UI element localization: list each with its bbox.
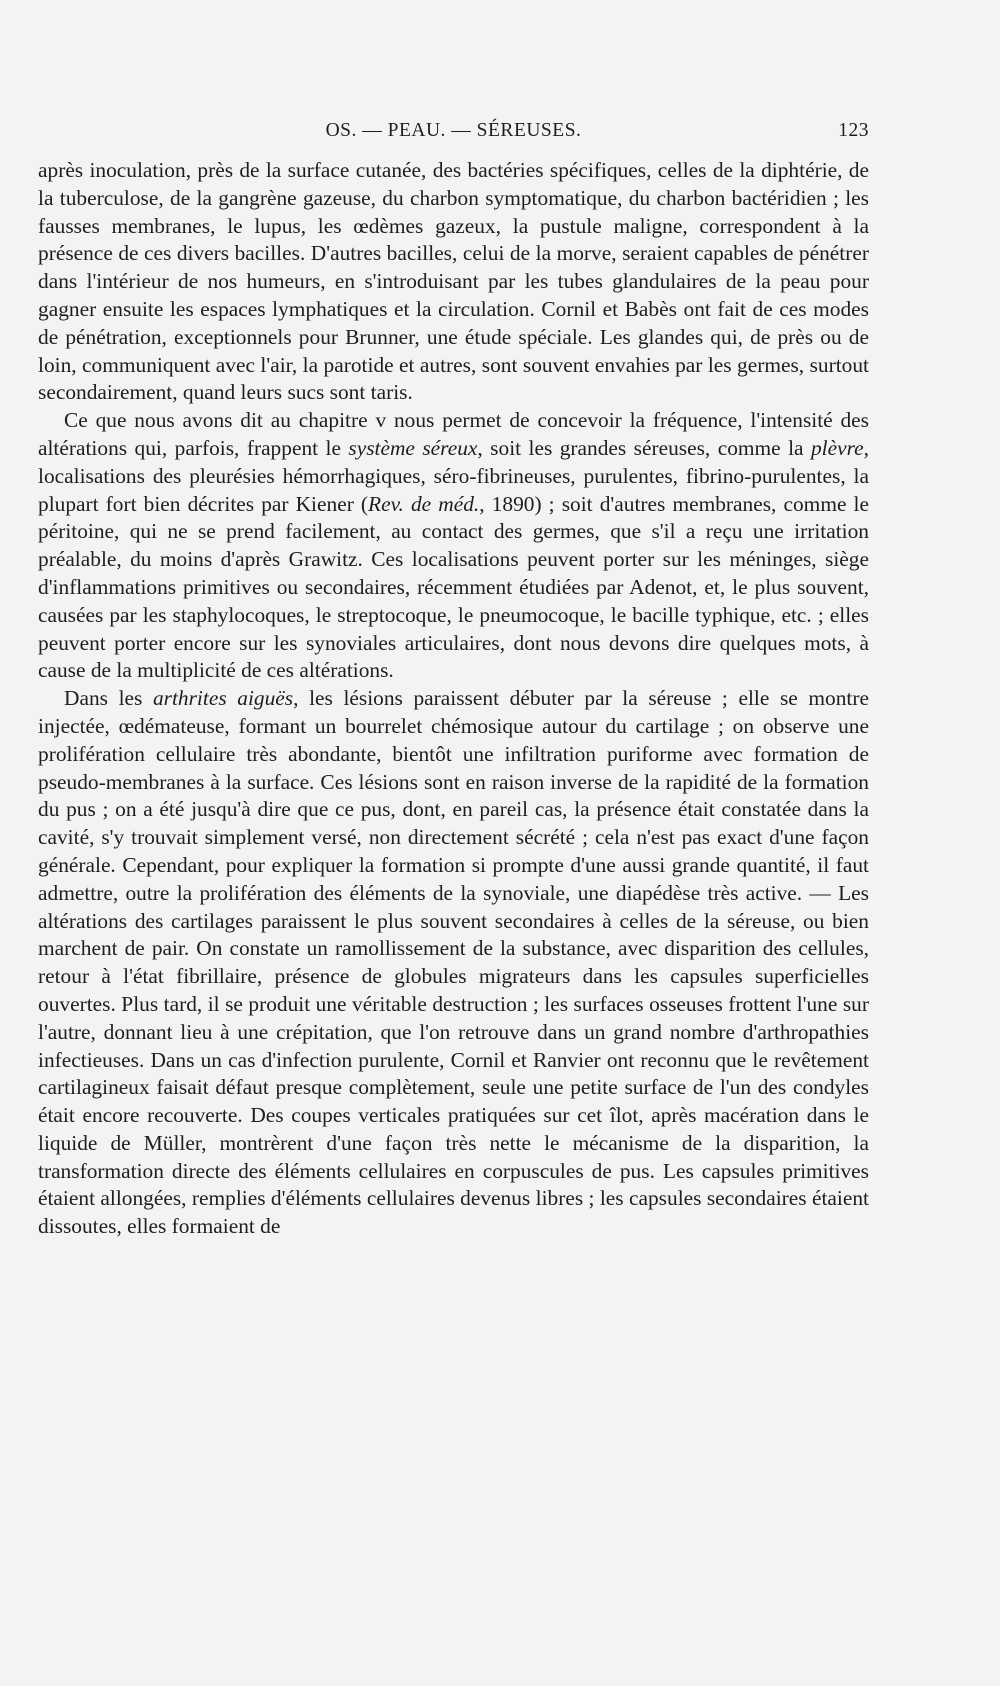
text-run: Ce que nous avons dit au chapitre v nous permet de concevoir la fréquence, l'intensité des altérations qui, parfois, frappent le bbox=[38, 408, 869, 460]
text-run: , 1890) ; soit d'autres membranes, comme le péritoine, qui ne se prend facilement, au contact des germes, que s'il a reçu une irritation préalable, du moins d'après Grawitz. Ces localisations peuvent porter sur les méninges, siège d'inflammations primitives ou secondaires, récemment étudiées par Adenot, et, le plus souvent, causées par les staphylocoques, le streptocoque, le pneumocoque, le bacille typhique, etc. ; elles peuvent porter encore sur les synoviales articulaires, dont nous devons dire quelques mots, à cause de la multiplicité de ces altérations. bbox=[38, 491, 869, 683]
paragraph bbox=[38, 157, 869, 407]
italic-text: plèvre bbox=[810, 435, 864, 460]
text-run: Dans les bbox=[64, 686, 153, 711]
page-header bbox=[38, 120, 869, 148]
text-run: après inoculation, près de la surface cutanée, des bactéries spécifiques, celles de la diphtérie, de la tuberculose, de la gangrène gazeuse, du charbon symptomatique, du charbon bactéridien ; les fausses membranes, le lupus, les œdèmes gazeux, la pustule maligne, correspondent à la présence de ces divers bacilles. D'autres bacilles, celui de la morve, seraient capables de pénétrer dans l'intérieur de nos humeurs, en s'introduisant par les tubes glandulaires de la peau pour gagner ensuite les espaces lymphatiques et la circulation. Cornil et Babès ont fait de ces modes de pénétration, exceptionnels pour Brunner, une étude spéciale. Les glandes qui, de près ou de loin, communiquent avec l'air, la parotide et autres, sont souvent envahies par les germes, surtout secondairement, quand leurs sucs sont taris. bbox=[38, 158, 869, 405]
text-run: , les lésions paraissent débuter par la séreuse ; elle se montre injectée, œdémateuse, formant un bourrelet chémosique autour du cartilage ; on observe une prolifération cellulaire très abondante, bientôt une infiltration puriforme avec formation de pseudo-membranes à la surface. Ces lésions sont en raison inverse de la rapidité de la formation du pus ; on a été jusqu'à dire que ce pus, dont, en pareil cas, la présence était constatée dans la cavité, s'y trouvait simplement versé, non directement sécrété ; cela n'est pas exact d'une façon générale. Cependant, pour expliquer la formation si prompte d'une aussi grande quantité, il faut admettre, outre la prolifération des éléments de la synoviale, une diapédèse très active. — Les altérations des cartilages paraissent le plus souvent secondaires à celles de la séreuse, ou bien marchent de pair. On constate un ramollissement de la substance, avec disparition des cellules, retour à l'état fibrillaire, présence de globules migrateurs dans les capsules superficielles ouvertes. Plus tard, il se produit une véritable destruction ; les surfaces osseuses frottent l'une sur l'autre, donnant lieu à une crépitation, que l'on retrouve dans un grand nombre d'arthropathies infectieuses. Dans un cas d'infection purulente, Cornil et Ranvier ont reconnu que le revêtement cartilagineux faisait défaut presque complètement, seule une petite surface de l'un des condyles était encore recouverte. Des coupes verticales pratiquées sur cet îlot, après macération dans le liquide de Müller, montrèrent d'une façon très nette le mécanisme de la disparition, la transformation directe des éléments cellulaires en corpuscules de pus. Les capsules primitives étaient allongées, remplies d'éléments cellulaires devenus libres ; les capsules secondaires étaient dissoutes, elles formaient de bbox=[38, 686, 869, 1239]
italic-text: système séreux bbox=[348, 435, 478, 460]
text-run: , soit les grandes séreuses, comme la bbox=[477, 435, 811, 460]
text-run: , localisations des pleurésies hémorrhagiques, séro-fibrineuses, purulentes, fibrino-purulentes, la plupart fort bien décrites par Kiener ( bbox=[38, 435, 869, 516]
paragraph bbox=[38, 685, 869, 1241]
italic-text: arthrites aiguës bbox=[152, 686, 294, 711]
paragraph bbox=[38, 407, 869, 685]
running-title: OS. — PEAU. — SÉREUSES. bbox=[325, 120, 582, 141]
page-number: 123 bbox=[838, 120, 869, 141]
italic-text: Rev. de méd. bbox=[368, 491, 480, 516]
body-text bbox=[38, 157, 869, 1241]
